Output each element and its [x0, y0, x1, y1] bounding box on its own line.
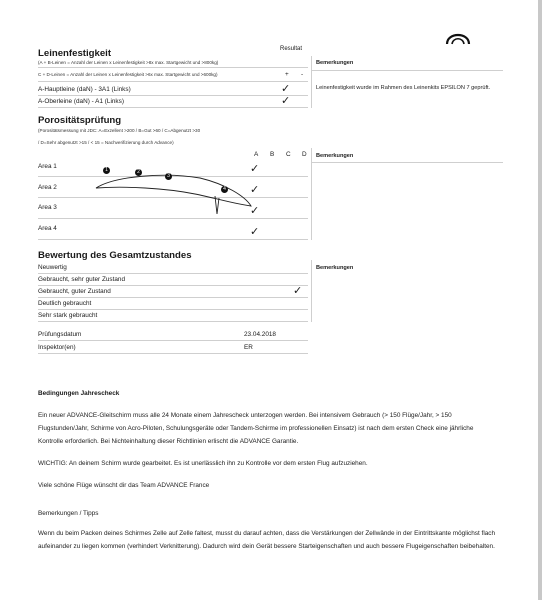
divider — [311, 162, 503, 163]
area-check: ✓ — [250, 184, 260, 196]
divider — [38, 297, 308, 298]
page-edge — [538, 0, 542, 600]
condition-remarks-label: Bemerkungen — [316, 265, 354, 271]
test-date-value: 23.04.2018 — [244, 331, 276, 338]
divider — [38, 309, 308, 310]
area-label: Area 1 — [38, 163, 57, 170]
column-a: A — [254, 151, 259, 158]
area-check: ✓ — [250, 205, 260, 217]
divider — [38, 285, 308, 286]
marker-label: 1 — [105, 167, 108, 173]
important-note: WICHTIG: An deinem Schirm wurde gearbeitet. Es ist unerlässlich ihn zu Kontrolle vor dem ersten Flug aufzuziehen. — [38, 460, 368, 467]
condition-check: ✓ — [293, 285, 303, 297]
marker-label: 4 — [223, 186, 226, 192]
marker-label: 3 — [167, 173, 170, 179]
divider — [38, 353, 308, 354]
result-label: Resultat — [280, 46, 303, 52]
minus-label: - — [301, 71, 304, 78]
divider — [38, 95, 308, 96]
column-c: C — [286, 151, 291, 158]
remarks-divider — [311, 260, 312, 322]
lines-remark-text: Leinenfestigkeit wurde im Rahmen des Leinenkits EPSILON 7 geprüft. — [316, 85, 491, 91]
area-check: ✓ — [250, 226, 260, 238]
divider — [38, 321, 308, 322]
condition-option: Gebraucht, sehr guter Zustand — [38, 276, 126, 283]
condition-option: Neuwertig — [38, 264, 67, 271]
lines-title: Leinenfestigkeit — [38, 48, 112, 59]
porosity-title: Porositätsprüfung — [38, 115, 122, 126]
yearly-check-paragraph: Ein neuer ADVANCE-Gleitschirm muss alle 24 Monate einem Jahrescheck unterzogen werden. Bei intensivem Gebrauch (> 150 Flüge/Jahr, > 150 Flugstunden/Jahr, Schirme von Acro-Piloten, Schulungsgeräte oder Tandem-Schirme im professionellen Einsatz) ist nach dem ersten Check eine jährliche Kontrolle erforderlich. Bei Nichteinhaltung dieser Richtlinien erlischt die ADVANCE Garantie. — [38, 412, 474, 445]
inspector-label: Inspektor(en) — [38, 344, 76, 351]
porosity-remarks-label: Bemerkungen — [316, 153, 354, 159]
area-label: Area 3 — [38, 204, 57, 211]
area-label: Area 4 — [38, 225, 57, 232]
area-label: Area 2 — [38, 184, 57, 191]
line-row-label: A-Oberleine (daN) - A1 (Links) — [38, 98, 124, 105]
condition-option: Deutlich gebraucht — [38, 300, 92, 307]
porosity-legend-1: (Porositätsmessung mit JDC: A=Exzellent >200 / B=Gut >60 / C=Abgenutzt >30 — [38, 128, 201, 133]
area-check: ✓ — [250, 163, 260, 175]
divider — [38, 340, 308, 341]
advance-logo-icon — [444, 30, 472, 46]
divider — [38, 239, 308, 240]
divider — [38, 81, 308, 82]
inspector-value: ER — [244, 344, 253, 351]
porosity-legend-2: / D=Sehr abgenutzt >15 / < 15 = Nachverifizierung durch Advance) — [38, 140, 174, 145]
divider — [38, 67, 308, 68]
wing-profile-diagram — [95, 166, 255, 222]
lines-legend-cd: C + D-Leinen = Anzahl der Leinen x Leinenfestigkeit >6x max. Startgewicht und >600kg) — [38, 72, 218, 77]
line-row-check: ✓ — [281, 83, 291, 95]
yearly-check-title: Bedingungen Jahrescheck — [38, 390, 120, 397]
plus-label: + — [285, 71, 289, 78]
column-b: B — [270, 151, 275, 158]
lines-remarks-label: Bemerkungen — [316, 60, 354, 66]
line-row-check: ✓ — [281, 95, 291, 107]
tips-paragraph: Wenn du beim Packen deines Schirmes Zelle auf Zelle faltest, musst du darauf achten, dass die Verstärkungen der Zellwände in der Eintrittskante möglichst flach aufeinander zu liegen kommen (verhindert Verknitterung). Dadurch wird dein Gerät bessere Starteigenschaften und auch bessere Flugeigenschaften beibehalten. — [38, 530, 496, 550]
condition-option: Gebraucht, guter Zustand — [38, 288, 111, 295]
condition-option: Sehr stark gebraucht — [38, 312, 98, 319]
tips-title: Bemerkungen / Tipps — [38, 510, 99, 517]
lines-legend-ab: (A + B-Leinen = Anzahl der Leinen x Leinenfestigkeit >8x max. Startgewicht und >800kg) — [38, 60, 219, 65]
condition-title: Bewertung des Gesamtzustandes — [38, 250, 192, 261]
divider — [38, 273, 308, 274]
marker-label: 2 — [137, 169, 140, 175]
line-row-label: A-Hauptleine (daN) - 3A1 (Links) — [38, 86, 131, 93]
remarks-divider — [311, 56, 312, 108]
closing-note: Viele schöne Flüge wünscht dir das Team ADVANCE France — [38, 482, 210, 489]
column-d: D — [302, 151, 307, 158]
test-date-label: Prüfungsdatum — [38, 331, 82, 338]
divider — [311, 70, 503, 71]
divider — [38, 107, 308, 108]
